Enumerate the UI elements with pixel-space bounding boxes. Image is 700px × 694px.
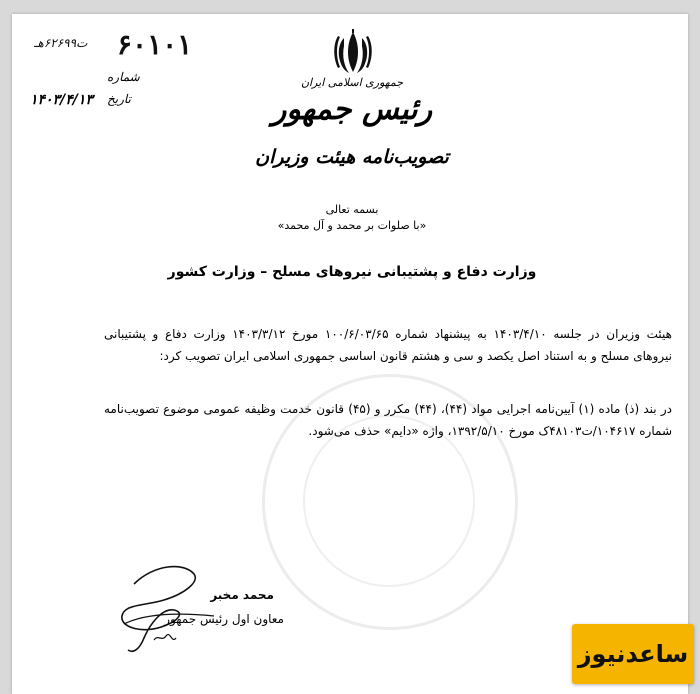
number-label: شماره: [107, 70, 140, 84]
salawat: «با صلوات بر محمد و آل محمد»: [277, 219, 427, 232]
brand-logo-text: ساعدنیوز: [577, 640, 689, 668]
republic-title: جمهوری اسلامی ایران: [300, 76, 404, 89]
date-value: ۱۴۰۳/۴/۱۳: [30, 92, 93, 108]
signature-scribble: [104, 554, 234, 664]
paragraph-2: در بند (ذ) ماده (۱) آیین‌نامه اجرایی مواد (۴۴)، (۴۴) مکرر و (۴۵) قانون خدمت وظیفه عمومی موضوع تصویب‌نامه شماره ۱۰۴۶۱۷/ت۴۸۱۰۳ک مورخ ۱۳۹۲/۵/۱۰، واژه «دایم» حذف می‌شود.: [104, 402, 672, 438]
signatory-title: معاون اول رئیس جمهور: [164, 612, 284, 626]
signatory-name: محمد مخبر: [210, 588, 274, 602]
reference-block: [12, 14, 252, 134]
recipients: وزارت دفاع و پشتیبانی نیروهای مسلح – وزارت کشور: [167, 264, 537, 280]
brand-watermark: [572, 624, 694, 684]
date-label: تاریخ: [107, 92, 131, 106]
president-title: رئیس جمهور: [271, 92, 433, 127]
paragraph-1: هیئت وزیران در جلسه ۱۴۰۳/۴/۱۰ به پیشنهاد شماره ۱۰۰/۶/۰۳/۶۵ مورخ ۱۴۰۳/۳/۱۲ وزارت دفاع و پشتیبانی نیروهای مسلح و به استناد اصل یکصد و سی و هشتم قانون اساسی جمهوری اسلامی ایران تصویب کرد:: [104, 327, 672, 363]
iran-emblem-icon: [330, 28, 376, 76]
basmala: بسمه تعالی: [325, 203, 379, 216]
decree-title: تصویب‌نامه هیئت وزیران: [255, 146, 449, 168]
decree-page: [12, 14, 688, 694]
reference-code: ت۶۲۶۹۹هـ: [34, 36, 88, 50]
reference-number: ۶۰۱۰۱: [117, 28, 193, 61]
